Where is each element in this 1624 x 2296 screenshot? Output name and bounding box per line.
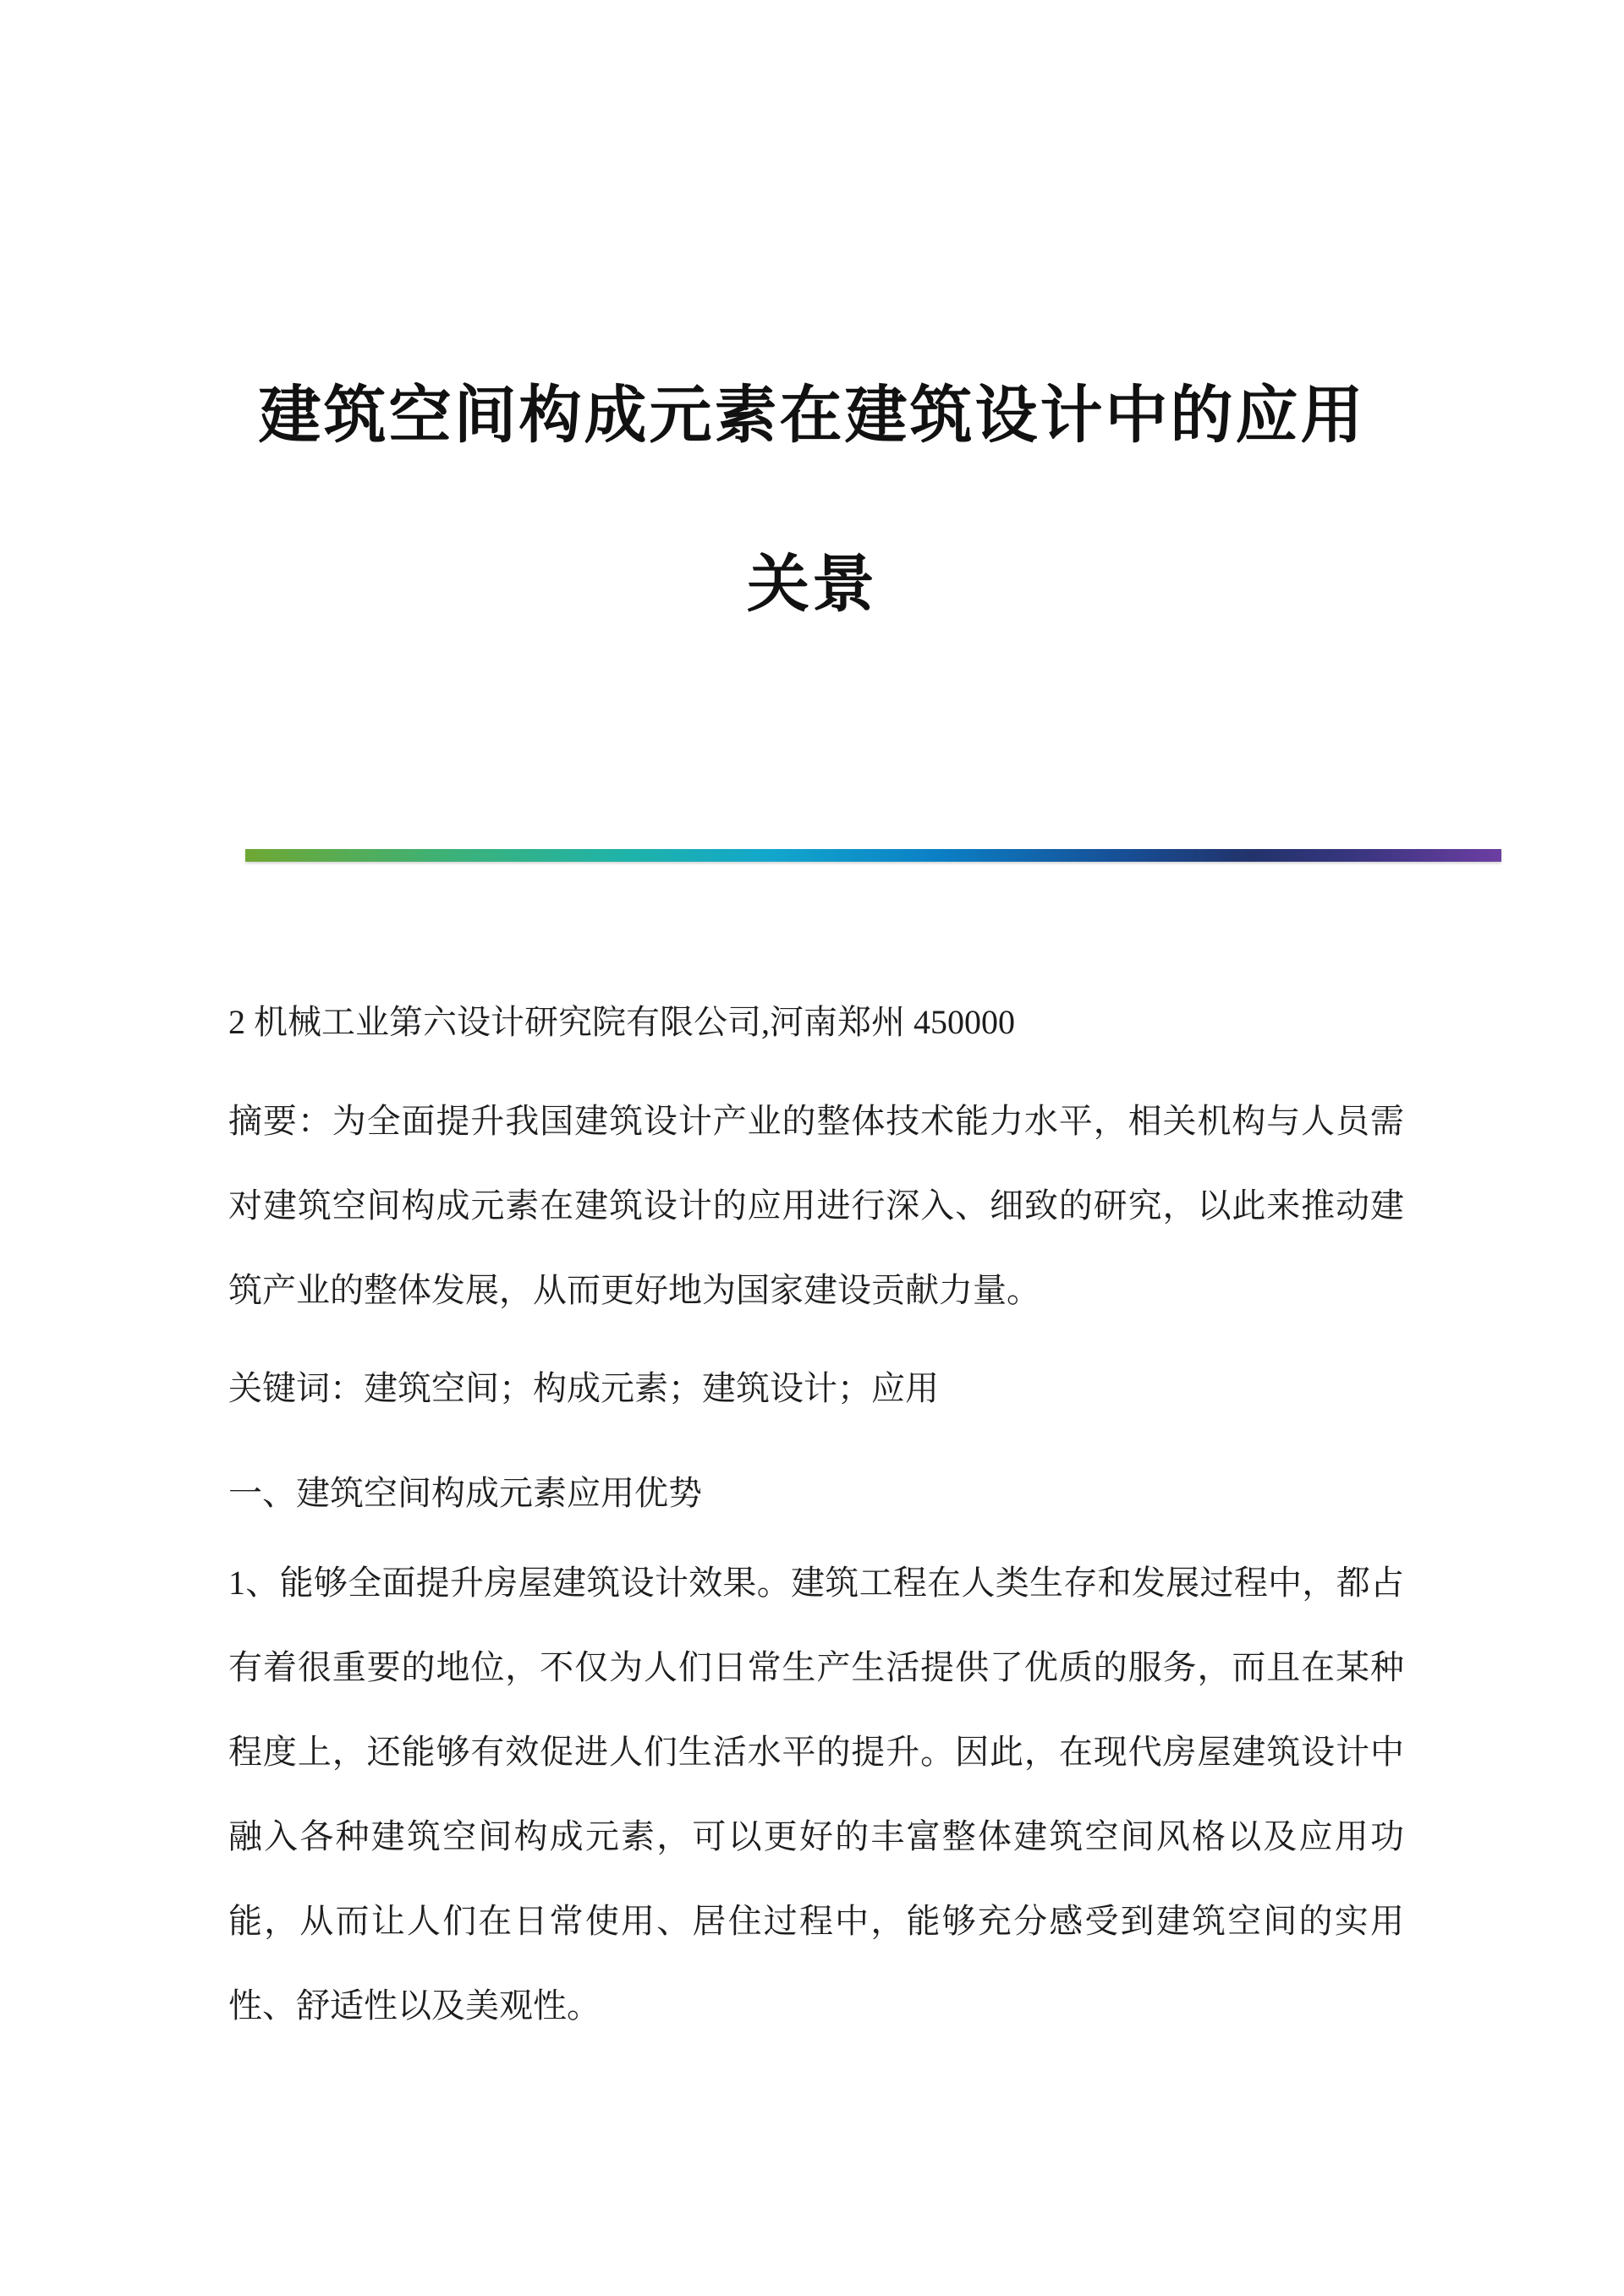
- gradient-divider-bar: [245, 849, 1501, 862]
- affiliation-line: 2 机械工业第六设计研究院有限公司,河南郑州 450000: [228, 1003, 1015, 1041]
- keywords-line: 关键词：建筑空间；构成元素；建筑设计；应用: [228, 1369, 939, 1407]
- document-title: [0, 332, 1624, 670]
- section-heading: 一、建筑空间构成元素应用优势: [228, 1474, 702, 1512]
- title-line-2: 关景: [747, 551, 877, 620]
- paragraph-line: 能，从而让人们在日常使用、居住过程中，能够充分感受到建筑空间的实用: [228, 1902, 1404, 1940]
- paragraph-line: 有着很重要的地位，不仅为人们日常生产生活提供了优质的服务，而且在某种: [228, 1648, 1404, 1686]
- paragraph-line: 程度上，还能够有效促进人们生活水平的提升。因此，在现代房屋建筑设计中: [228, 1733, 1404, 1771]
- title-line-1: 建筑空间构成元素在建筑设计中的应用: [258, 381, 1366, 451]
- paragraph-line: 性、舒适性以及美观性。: [228, 1986, 601, 2025]
- document-body: [228, 980, 1404, 2048]
- abstract-line: 摘要：为全面提升我国建筑设计产业的整体技术能力水平，相关机构与人员需: [228, 1102, 1404, 1140]
- abstract-line: 对建筑空间构成元素在建筑设计的应用进行深入、细致的研究，以此来推动建: [228, 1186, 1404, 1225]
- paragraph-line: 1、能够全面提升房屋建筑设计效果。建筑工程在人类生存和发展过程中，都占: [228, 1564, 1404, 1602]
- abstract-line: 筑产业的整体发展，从而更好地为国家建设贡献力量。: [228, 1271, 1040, 1309]
- paragraph-line: 融入各种建筑空间构成元素，可以更好的丰富整体建筑空间风格以及应用功: [228, 1817, 1404, 1855]
